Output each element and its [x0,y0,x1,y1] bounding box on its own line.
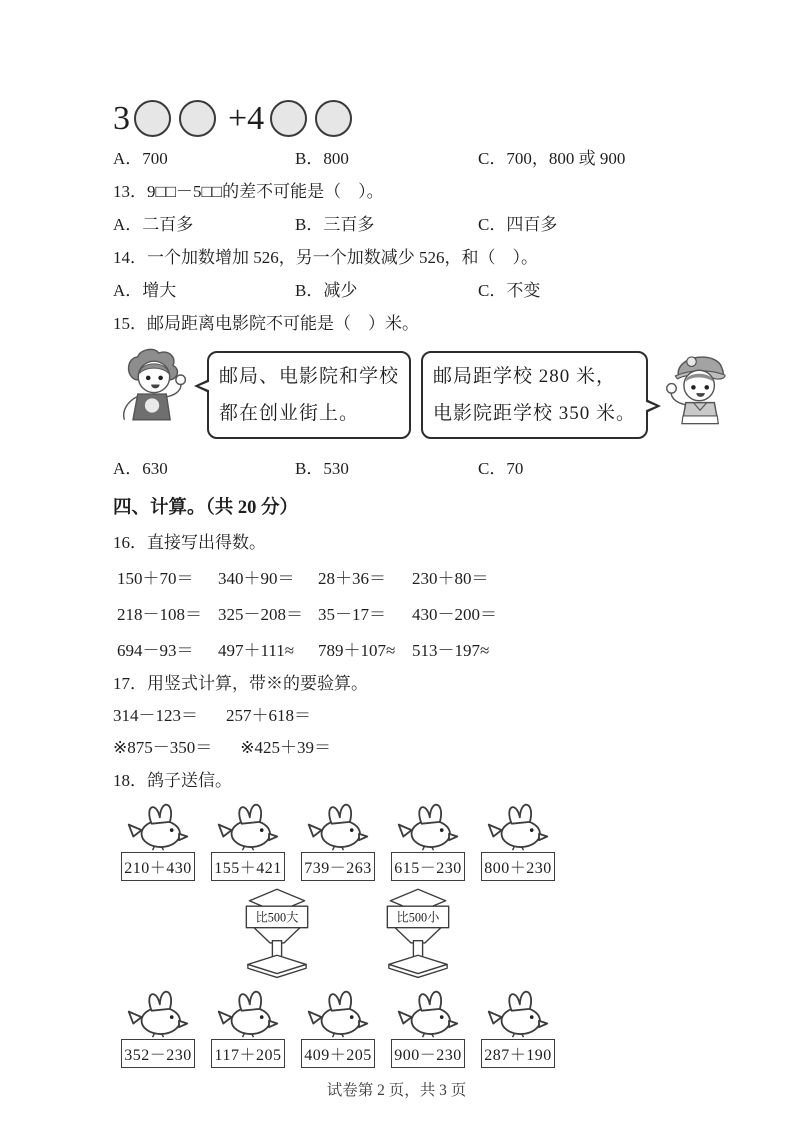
q13-option-c: C．四百多 [478,215,558,234]
q14-option-a: A．增大 [113,281,177,300]
bird-envelope-unit [481,985,555,1068]
q16-row-2 [113,603,669,626]
envelope-expression: 210＋430 [121,852,195,881]
bird-envelope-unit [301,798,375,881]
pigeon-icon [126,798,190,854]
bird-envelope-unit [211,985,285,1068]
envelope-expression: 409＋205 [301,1039,375,1068]
q15-illustration [113,343,669,447]
boy-right-icon [662,345,742,445]
post-label: 比500大 [255,910,299,925]
q18-birds-bottom [113,985,669,1068]
bird-envelope-unit [301,985,375,1068]
calc-item: 340＋90＝ [218,569,295,588]
pigeon-icon [306,798,370,854]
calc-item: 513－197≈ [412,641,490,660]
pigeon-icon [396,985,460,1041]
q12-options [113,148,669,170]
calc-item: 28＋36＝ [318,569,386,588]
blank-circle-icon [270,100,307,137]
q12-option-a: A．700 [113,149,168,168]
q17-row-1 [113,704,669,727]
q14-options [113,280,669,302]
q13-option-a: A．二百多 [113,215,194,234]
envelope-expression: 287＋190 [481,1039,555,1068]
q16-row-1 [113,567,669,590]
q15-options [113,458,669,480]
q18-mail-posts [113,887,669,979]
q12-addend-prefix: 3 [113,99,130,137]
q14-option-c: C．不变 [478,281,541,300]
envelope-expression: 900－230 [391,1039,465,1068]
bubble-left-line1: 邮局、电影院和学校 [219,366,400,387]
envelope-expression: 155＋421 [211,852,285,881]
bird-envelope-unit [481,798,555,881]
calc-item: 314－123＝ [113,706,198,725]
calc-item: 35－17＝ [318,605,386,624]
q17-row-2 [113,736,669,759]
q15-option-b: B．530 [295,459,349,478]
speech-bubble-left [207,351,411,439]
q14-text: 14．一个加数增加 526，另一个加数减少 526，和（ ）。 [113,248,538,267]
pigeon-icon [216,798,280,854]
pigeon-icon [486,798,550,854]
section-4-title: 四、计算。（共 20 分） [113,498,299,518]
q13-text: 13．9□□－5□□的差不可能是（ ）。 [113,182,384,201]
bubble-right-line2: 电影院距学校 350 米。 [433,403,637,424]
q17-text: 17．用竖式计算，带※的要验算。 [113,674,368,693]
bird-envelope-unit [391,798,465,881]
calc-item: 430－200＝ [412,605,497,624]
bubble-left-line2: 都在创业街上。 [219,403,360,424]
blank-circle-icon [134,100,171,137]
q12-operator: +4 [228,99,265,137]
calc-item: 230＋80＝ [412,569,489,588]
pigeon-icon [396,798,460,854]
bird-envelope-unit [121,798,195,881]
calc-item: 497＋111≈ [218,641,295,660]
q14-option-b: B．减少 [295,281,358,300]
calc-item: 150＋70＝ [117,569,194,588]
q12-option-b: B．800 [295,149,349,168]
calc-item: ※875－350＝ [113,738,213,757]
bird-envelope-unit [391,985,465,1068]
calc-item: 789＋107≈ [318,641,396,660]
q16-text: 16．直接写出得数。 [113,533,266,552]
mailbox-post-greater-icon [234,887,320,979]
calc-item: 694－93＝ [117,641,194,660]
q15-text: 15．邮局距离电影院不可能是（ ）米。 [113,314,419,333]
q18-text: 18．鸽子送信。 [113,771,232,790]
envelope-expression: 739－263 [301,852,375,881]
q15-option-c: C．70 [478,459,524,478]
speech-bubble-right [421,351,648,439]
bird-envelope-unit [121,985,195,1068]
envelope-expression: 800＋230 [481,852,555,881]
calc-item: 218－108＝ [117,605,202,624]
q15-option-a: A．630 [113,459,168,478]
page-footer: 试卷第 2 页，共 3 页 [326,1082,467,1099]
q16-row-3 [113,639,669,662]
q13-option-b: B．三百多 [295,215,375,234]
envelope-expression: 117＋205 [211,1039,285,1068]
q12-expression [113,100,669,137]
bird-envelope-unit [211,798,285,881]
pigeon-icon [486,985,550,1041]
q12-option-c: C．700，800 或 900 [478,149,626,168]
calc-item: 257＋618＝ [226,706,311,725]
q18-birds-top [113,798,669,881]
calc-item: 325－208＝ [218,605,303,624]
blank-circle-icon [179,100,216,137]
q13-options [113,214,669,236]
pigeon-icon [126,985,190,1041]
boy-left-icon [113,345,193,445]
blank-circle-icon [315,100,352,137]
post-label: 比500小 [396,910,440,925]
pigeon-icon [216,985,280,1041]
envelope-expression: 352－230 [121,1039,195,1068]
bubble-right-line1: 邮局距学校 280 米， [433,366,617,387]
mailbox-post-less-icon [375,887,461,979]
pigeon-icon [306,985,370,1041]
calc-item: ※425＋39＝ [240,738,331,757]
envelope-expression: 615－230 [391,852,465,881]
